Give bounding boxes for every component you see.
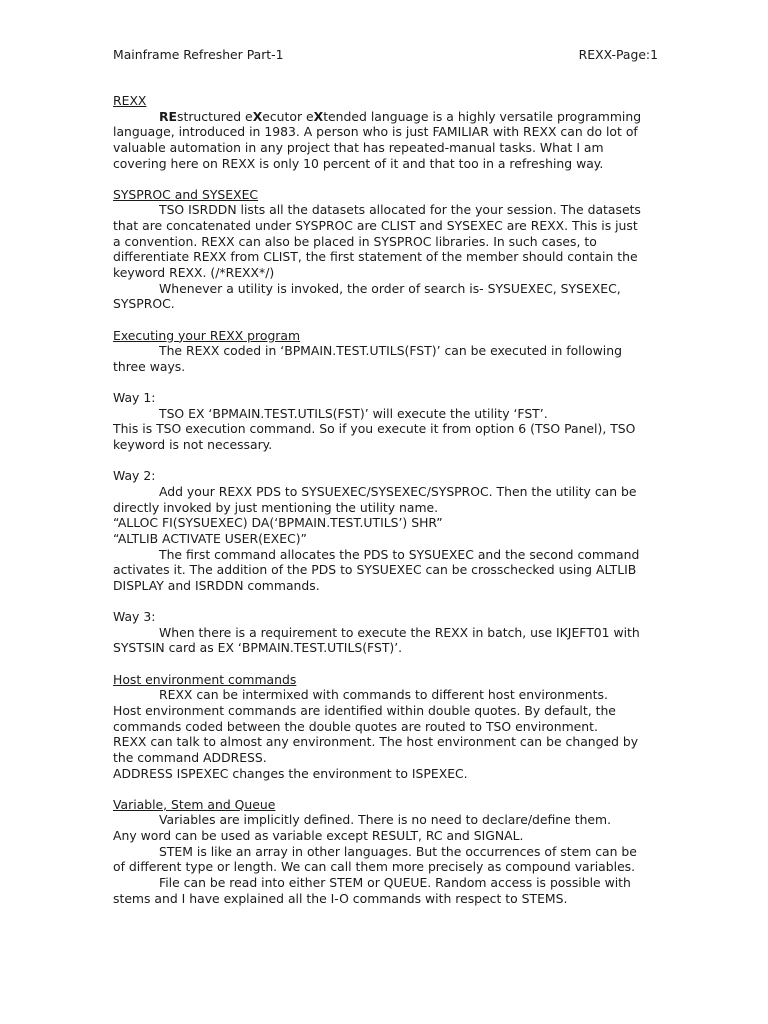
- body-line: Way 1:: [113, 390, 156, 406]
- body-line: Way 3:: [113, 609, 156, 625]
- section-heading: Executing your REXX program: [113, 327, 301, 343]
- blank-line: [113, 594, 658, 610]
- paragraph-first-line: STEM is like an array in other languages. But the occurrences of stem can be: [159, 843, 637, 859]
- paragraph-first-line: TSO EX ‘BPMAIN.TEST.UTILS(FST)’ will execute the utility ‘FST’.: [159, 405, 548, 421]
- body-line: valuable automation in any project that has repeated-manual tasks. What I am: [113, 139, 604, 155]
- text-run: ecutor e: [262, 108, 314, 124]
- body-line: differentiate REXX from CLIST, the first statement of the member should contain the: [113, 249, 638, 265]
- body-line: Any word can be used as variable except RESULT, RC and SIGNAL.: [113, 828, 524, 844]
- blank-line: [113, 781, 658, 797]
- document-body: [113, 93, 658, 906]
- body-line: covering here on REXX is only 10 percent of it and that too in a refreshing way.: [113, 155, 604, 171]
- body-line: Way 2:: [113, 468, 156, 484]
- body-line: [113, 109, 658, 125]
- body-line: SYSPROC.: [113, 296, 175, 312]
- header-title: Mainframe Refresher Part-1: [113, 47, 284, 62]
- body-line: stems and I have explained all the I-O commands with respect to STEMS.: [113, 890, 568, 906]
- bold-acronym-letters: X: [252, 108, 263, 124]
- blank-line: [113, 375, 658, 391]
- paragraph-first-line: REXX can be intermixed with commands to different host environments.: [159, 687, 608, 703]
- paragraph-first-line: Add your REXX PDS to SYSUEXEC/SYSEXEC/SYSPROC. Then the utility can be: [159, 484, 637, 500]
- body-line: that are concatenated under SYSPROC are CLIST and SYSEXEC are REXX. This is just: [113, 218, 638, 234]
- section-heading: SYSPROC and SYSEXEC: [113, 186, 259, 202]
- section-heading: Variable, Stem and Queue: [113, 796, 276, 812]
- body-line: keyword REXX. (/*REXX*/): [113, 265, 275, 281]
- body-line: language, introduced in 1983. A person who is just FAMILIAR with REXX can do lot of: [113, 124, 638, 140]
- body-line: commands coded between the double quotes are routed to TSO environment.: [113, 718, 598, 734]
- bold-acronym-letters: RE: [159, 108, 178, 124]
- body-line: a convention. REXX can also be placed in SYSPROC libraries. In such cases, to: [113, 233, 597, 249]
- body-line: REXX can talk to almost any environment. The host environment can be changed by: [113, 734, 639, 750]
- paragraph-first-line: Whenever a utility is invoked, the order of search is- SYSUEXEC, SYSEXEC,: [159, 280, 621, 296]
- body-line: “ALLOC FI(SYSUEXEC) DA(‘BPMAIN.TEST.UTILS’) SHR”: [113, 515, 443, 531]
- paragraph-first-line: TSO ISRDDN lists all the datasets allocated for the your session. The datasets: [159, 202, 641, 218]
- body-line: of different type or length. We can call them more precisely as compound variables.: [113, 859, 636, 875]
- blank-line: [113, 171, 658, 187]
- paragraph-first-line: The REXX coded in ‘BPMAIN.TEST.UTILS(FST)’ can be executed in following: [159, 343, 622, 359]
- bold-acronym-letters: X: [313, 108, 324, 124]
- text-run: tended language is a highly versatile programming: [323, 108, 642, 124]
- blank-line: [113, 656, 658, 672]
- body-line: three ways.: [113, 358, 186, 374]
- paragraph-first-line: When there is a requirement to execute the REXX in batch, use IKJEFT01 with: [159, 624, 640, 640]
- text-run: structured e: [177, 108, 253, 124]
- paragraph-first-line: The first command allocates the PDS to SYSUEXEC and the second command: [159, 546, 640, 562]
- section-heading: REXX: [113, 93, 147, 108]
- blank-line: [113, 453, 658, 469]
- paragraph-first-line: Variables are implicitly defined. There is no need to declare/define them.: [159, 812, 612, 828]
- body-line: keyword is not necessary.: [113, 437, 273, 453]
- body-line: the command ADDRESS.: [113, 749, 267, 765]
- blank-line: [113, 312, 658, 328]
- body-line: DISPLAY and ISRDDN commands.: [113, 577, 320, 593]
- paragraph-first-line: File can be read into either STEM or QUEUE. Random access is possible with: [159, 875, 631, 891]
- section-heading: Host environment commands: [113, 671, 297, 687]
- body-line: “ALTLIB ACTIVATE USER(EXEC)”: [113, 530, 307, 546]
- body-line: SYSTSIN card as EX ‘BPMAIN.TEST.UTILS(FST)’.: [113, 640, 403, 656]
- body-line: This is TSO execution command. So if you execute it from option 6 (TSO Panel), TSO: [113, 421, 636, 437]
- body-line: Host environment commands are identified within double quotes. By default, the: [113, 702, 616, 718]
- body-line: activates it. The addition of the PDS to SYSUEXEC can be crosschecked using ALTLIB: [113, 562, 637, 578]
- body-line: directly invoked by just mentioning the utility name.: [113, 499, 439, 515]
- body-line: ADDRESS ISPEXEC changes the environment to ISPEXEC.: [113, 765, 468, 781]
- header-page-number: REXX-Page:1: [578, 47, 658, 62]
